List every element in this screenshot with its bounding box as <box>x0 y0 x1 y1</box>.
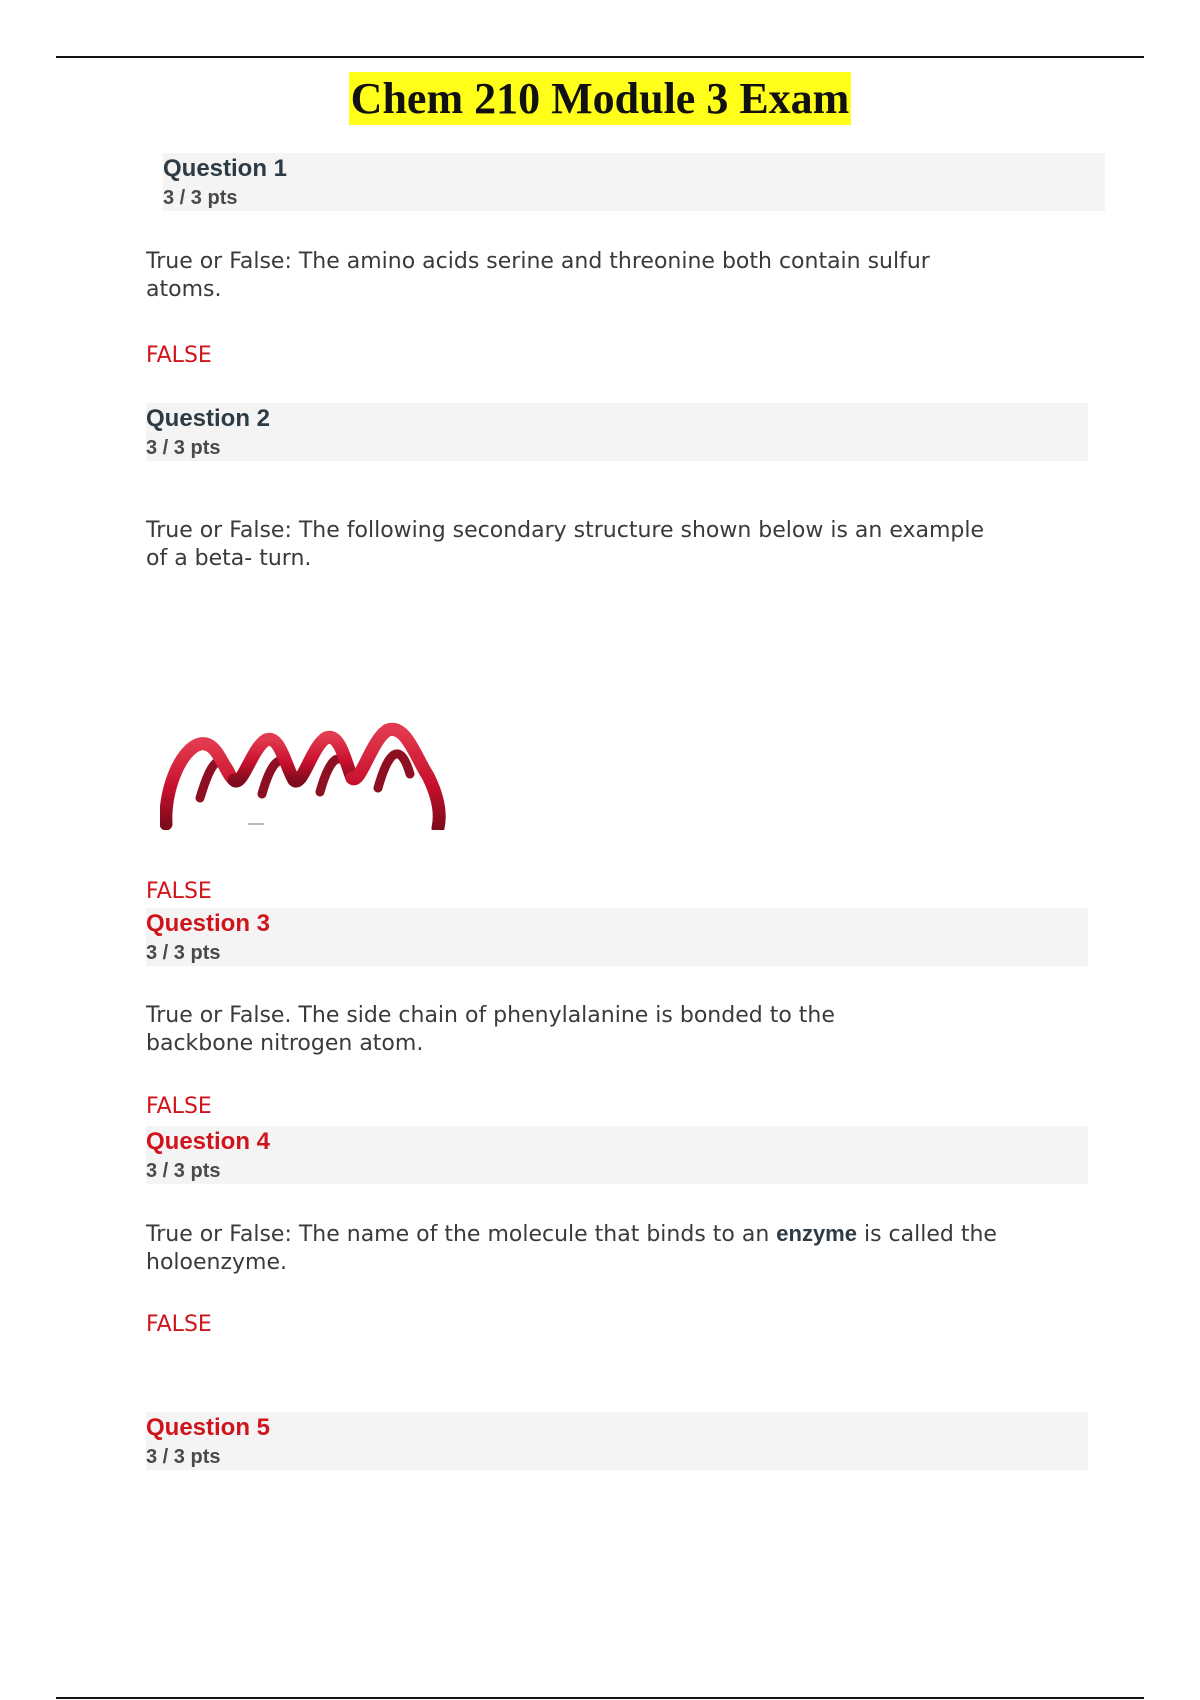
alpha-helix-figure <box>160 718 460 830</box>
question-4-points: 3 / 3 pts <box>146 1160 221 1182</box>
question-4-text-line-2: holoenzyme. <box>146 1250 287 1275</box>
question-2-text-line-2: of a beta- turn. <box>146 546 312 571</box>
question-2-text <box>146 517 984 573</box>
question-2-header <box>146 403 1088 461</box>
page-title-text: Chem 210 Module 3 Exam <box>350 74 850 123</box>
question-1-header <box>163 153 1105 211</box>
question-4-text <box>146 1220 997 1277</box>
question-3-text-line-2: backbone nitrogen atom. <box>146 1031 424 1056</box>
top-rule <box>56 56 1144 58</box>
question-4-text-bold: enzyme <box>776 1221 857 1246</box>
question-3-text <box>146 1002 835 1058</box>
question-4-text-before: True or False: The name of the molecule that binds to an <box>146 1222 777 1247</box>
question-1-points: 3 / 3 pts <box>163 187 238 209</box>
question-2-text-line-1: True or False: The following secondary structure shown below is an example <box>146 518 985 543</box>
question-1-text-line-1: True or False: The amino acids serine and threonine both contain sulfur <box>146 249 930 274</box>
question-5-title: Question 5 <box>146 1414 271 1441</box>
question-2-title: Question 2 <box>146 405 271 432</box>
question-2-points: 3 / 3 pts <box>146 437 221 459</box>
question-4-header <box>146 1126 1088 1184</box>
question-3-title: Question 3 <box>146 910 271 937</box>
question-1-text-line-2: atoms. <box>146 277 222 302</box>
question-5-points: 3 / 3 pts <box>146 1446 221 1468</box>
question-2-answer: FALSE <box>146 879 212 904</box>
question-1-answer: FALSE <box>146 343 212 368</box>
question-3-header <box>146 908 1088 966</box>
question-4-text-line-1 <box>146 1220 997 1249</box>
question-4-title: Question 4 <box>146 1128 271 1155</box>
question-3-text-line-1: True or False. The side chain of phenylalanine is bonded to the <box>146 1003 835 1028</box>
question-1-text <box>146 248 930 304</box>
bottom-rule <box>56 1697 1144 1699</box>
question-3-points: 3 / 3 pts <box>146 942 221 964</box>
question-3-answer: FALSE <box>146 1094 212 1119</box>
question-4-text-after: is called the <box>856 1222 997 1247</box>
question-1-title: Question 1 <box>163 155 288 182</box>
question-4-answer: FALSE <box>146 1312 212 1337</box>
page-title <box>0 70 1200 128</box>
question-5-header <box>146 1412 1088 1470</box>
